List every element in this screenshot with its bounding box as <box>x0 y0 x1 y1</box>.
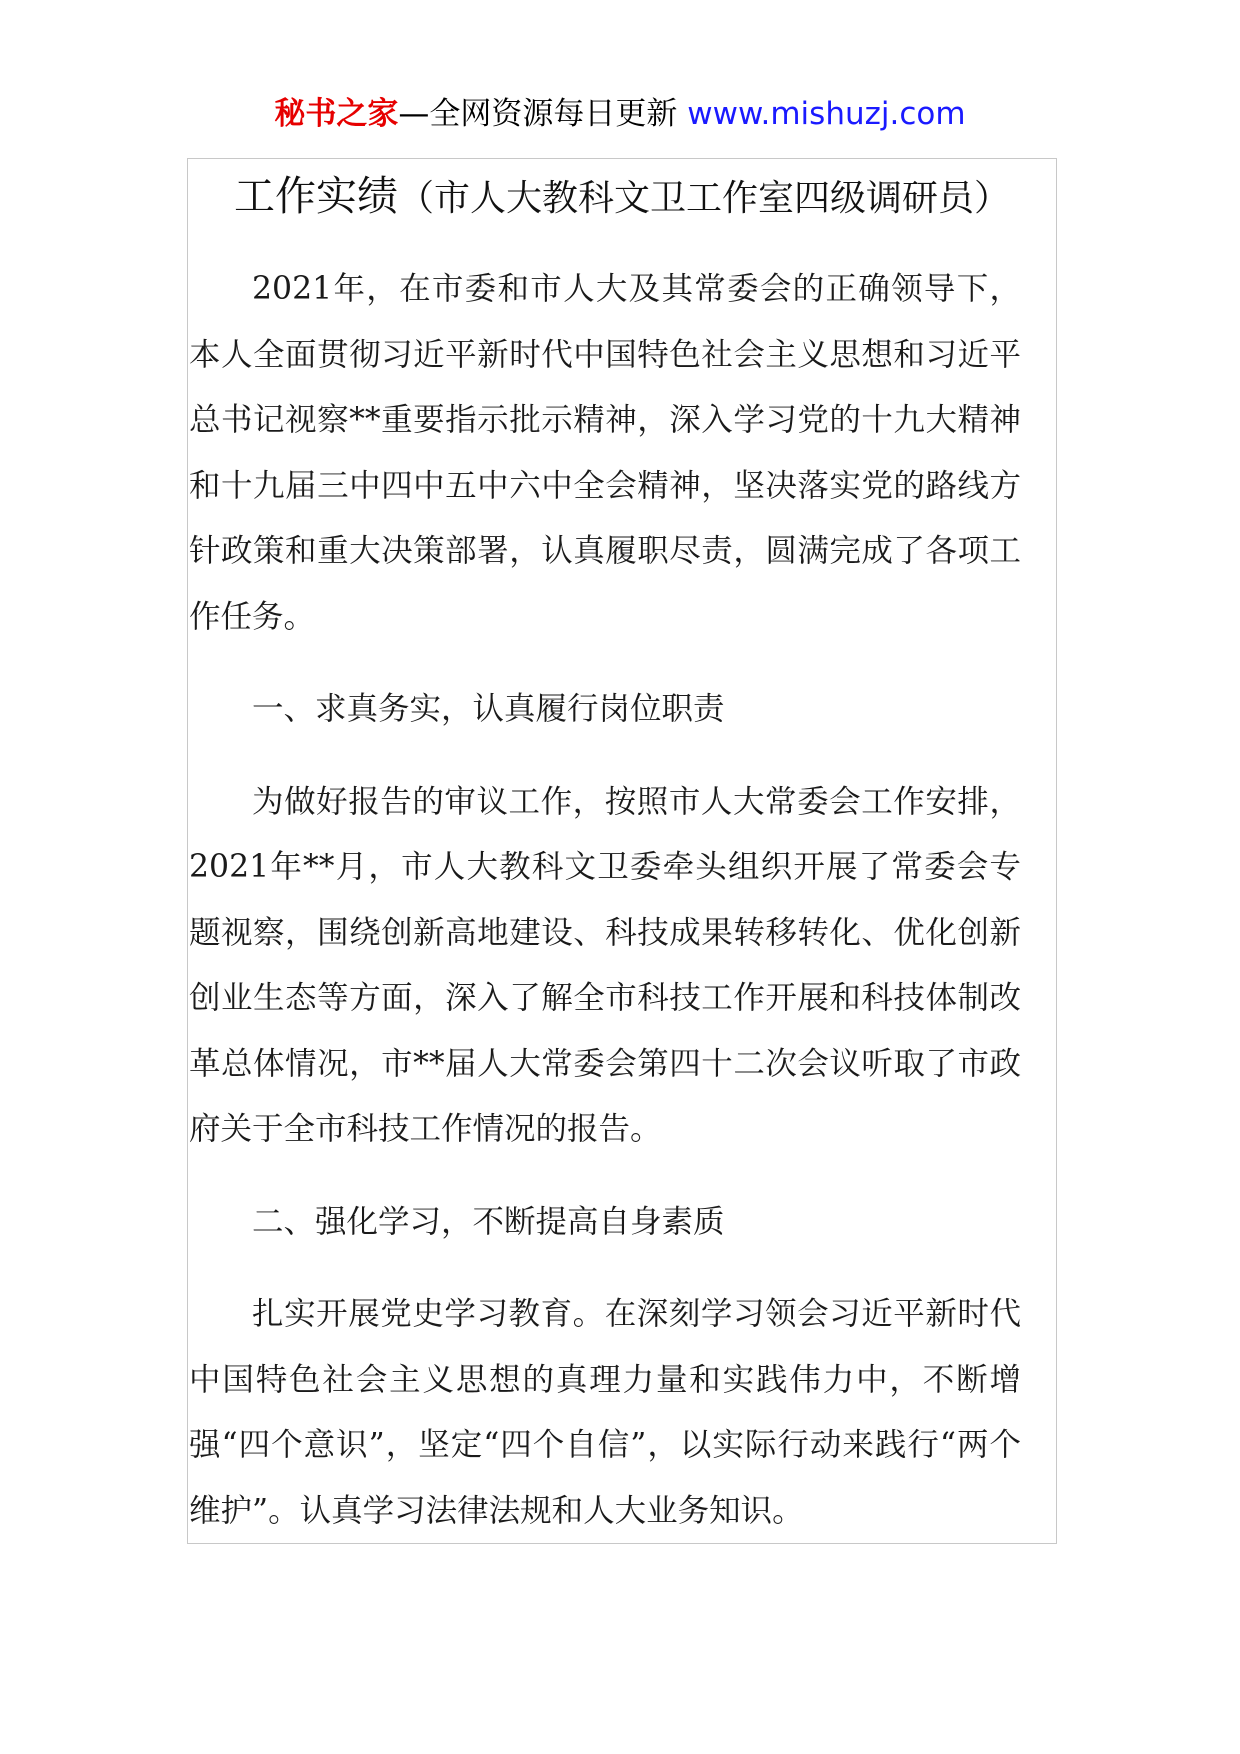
title-main: 工作实绩 <box>233 172 398 220</box>
document-title <box>187 168 1057 227</box>
site-header <box>0 94 1240 134</box>
section-heading-1: 一、求真务实，认真履行岗位职责 <box>252 691 725 727</box>
section-1-paragraph: 为做好报告的审议工作，按照市人大常委会工作安排，2021年**月，市人大教科文卫委牵头组织开展了常委会专题视察，围绕创新高地建设、科技成果转移转化、优化创新创业生态等方面，深入了解全市科技工作开展和科技体制改革总体情况，市**届人大常委会第四十二次会议听取了市政府关于全市科技工作情况的报告。 <box>189 783 1021 1147</box>
title-subtitle: （市人大教科文卫工作室四级调研员） <box>397 178 1010 219</box>
document-body <box>189 257 1021 1544</box>
header-tagline: —全网资源每日更新 <box>398 96 688 132</box>
site-url-link[interactable]: www.mishuzj.com <box>687 96 966 132</box>
section-2-paragraph: 扎实开展党史学习教育。在深刻学习领会习近平新时代中国特色社会主义思想的真理力量和实践伟力中，不断增强“四个意识”，坚定“四个自信”，以实际行动来践行“两个维护”。认真学习法律法规和人大业务知识。 <box>189 1296 1021 1529</box>
section-heading-2: 二、强化学习，不断提高自身素质 <box>252 1203 725 1240</box>
intro-paragraph: 2021年，在市委和市人大及其常委会的正确领导下，本人全面贯彻习近平新时代中国特色社会主义思想和习近平总书记视察**重要指示批示精神，深入学习党的十九大精神和十九届三中四中五中六中全会精神，坚决落实党的路线方针政策和重大决策部署，认真履职尽责，圆满完成了各项工作任务。 <box>189 271 1021 635</box>
brand-name: 秘书之家 <box>274 96 399 132</box>
